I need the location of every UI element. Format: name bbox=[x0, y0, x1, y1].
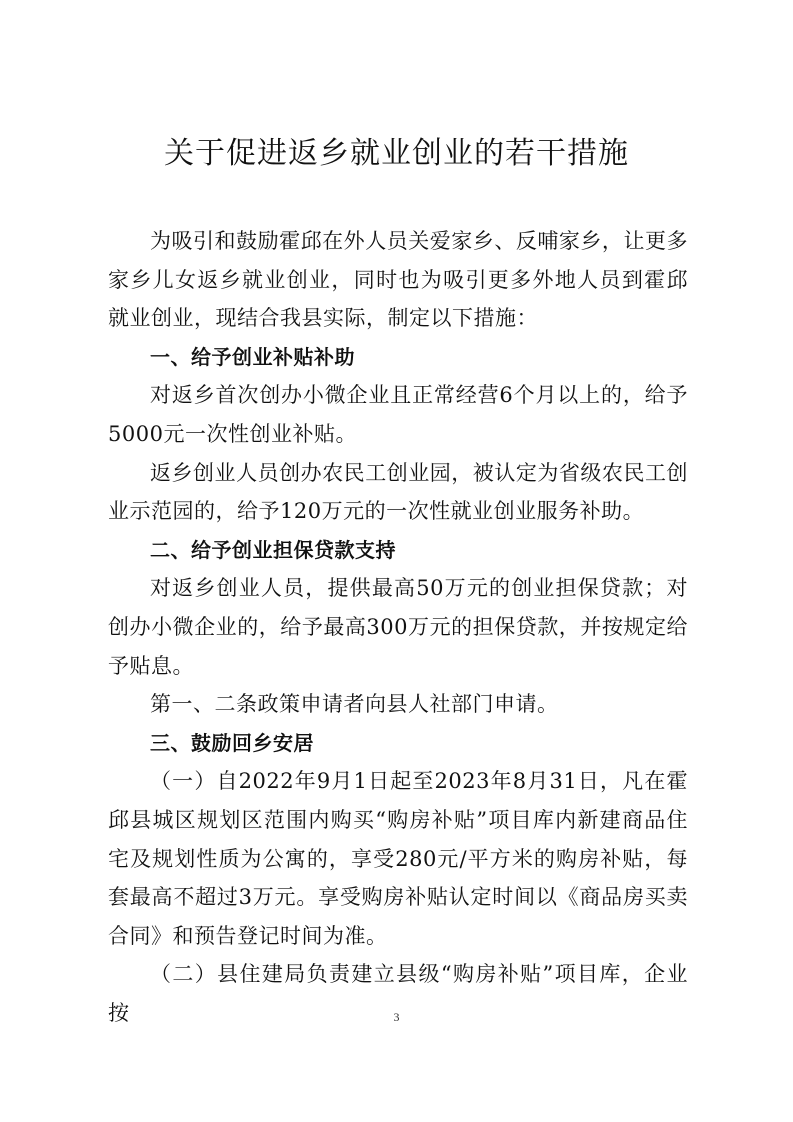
subsidy-paragraph-2: 返乡创业人员创办农民工创业园，被认定为省级农民工创业示范园的，给予120万元的一次性就业创业服务补助。 bbox=[108, 460, 688, 524]
page-number: 3 bbox=[393, 1010, 400, 1024]
document-body bbox=[108, 222, 688, 1032]
housing-paragraph-2: （二）县住建局负责建立县级“购房补贴”项目库，企业按 bbox=[108, 962, 688, 1025]
housing-paragraph-1: （一）自2022年9月1日起至2023年8月31日，凡在霍邱县城区规划区范围内购买“购房补贴”项目库内新建商品住宅及规划性质为公寓的，享受280元/平方米的购房补贴，每套最高不超过3万元。享受购房补贴认定时间以《商品房买卖合同》和预告登记时间为准。 bbox=[108, 769, 688, 948]
document-title: 关于促进返乡就业创业的若干措施 bbox=[164, 136, 629, 171]
section-heading-housing: 三、鼓励回乡安居 bbox=[150, 730, 314, 755]
application-paragraph: 第一、二条政策申请者向县人社部门申请。 bbox=[150, 692, 559, 717]
section-heading-loan: 二、给予创业担保贷款支持 bbox=[150, 537, 396, 562]
subsidy-paragraph-1: 对返乡首次创办小微企业且正常经营6个月以上的，给予5000元一次性创业补贴。 bbox=[108, 383, 688, 446]
section-heading-subsidy: 一、给予创业补贴补助 bbox=[150, 344, 355, 369]
loan-paragraph: 对返乡创业人员，提供最高50万元的创业担保贷款；对创办小微企业的，给予最高300万元的担保贷款，并按规定给予贴息。 bbox=[108, 576, 688, 678]
intro-paragraph: 为吸引和鼓励霍邱在外人员关爱家乡、反哺家乡，让更多家乡儿女返乡就业创业，同时也为吸引更多外地人员到霍邱就业创业，现结合我县实际，制定以下措施： bbox=[108, 229, 688, 331]
